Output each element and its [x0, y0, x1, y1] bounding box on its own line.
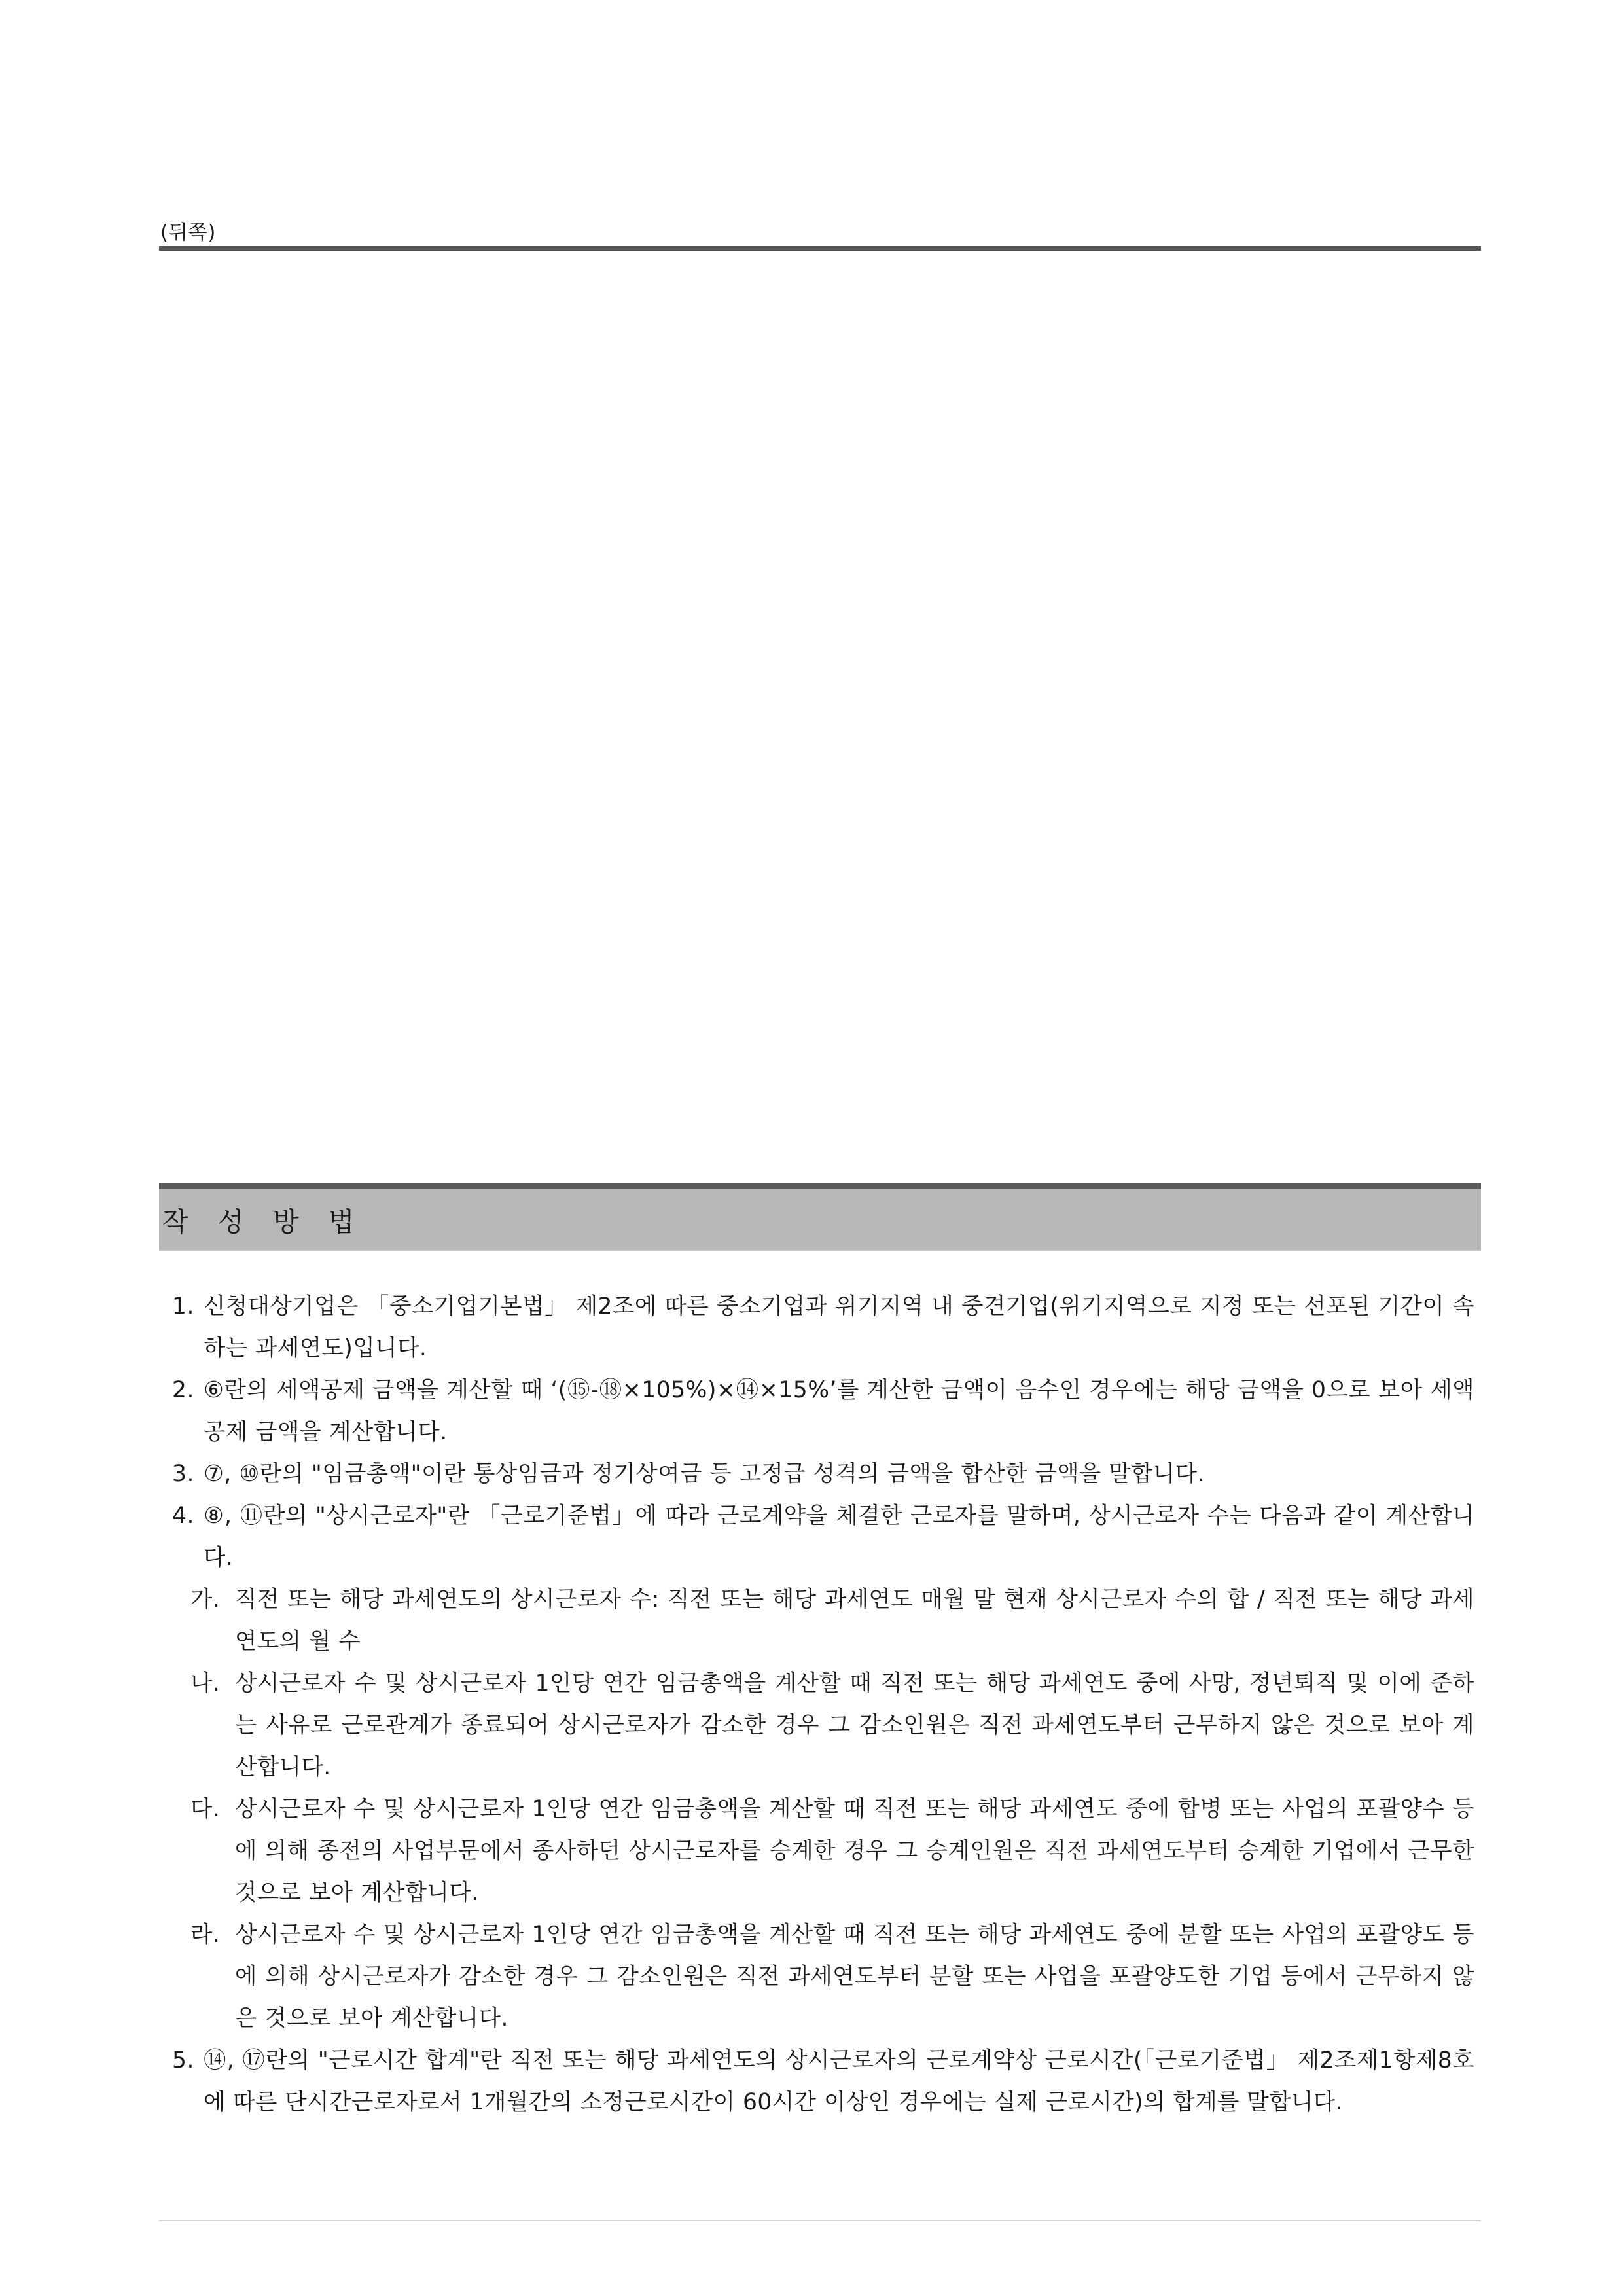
- item-text: 상시근로자 수 및 상시근로자 1인당 연간 임금총액을 계산할 때 직전 또는 해당 과세연도 중에 사망, 정년퇴직 및 이에 준하는 사유로 근로관계가 종료되어 상시근로자가 감소한 경우 그 감소인원은 직전 과세연도부터 근무하지 않은 것으로 보아 계산합니다.: [235, 1670, 1474, 1780]
- item-text: ⑭, ⑰란의 "근로시간 합계"란 직전 또는 해당 과세연도의 상시근로자의 근로계약상 근로시간(「근로기준법」 제2조제1항제8호에 따른 단시간근로자로서 1개월간의 소정근로시간이 60시간 이상인 경우에는 실제 근로시간)의 합계를 말합니다.: [204, 2047, 1474, 2115]
- instruction-item-2: [172, 1369, 1474, 1453]
- item-marker: 가.: [190, 1587, 221, 1613]
- item-text: ⑧, ⑪란의 "상시근로자"란 「근로기준법」에 따라 근로계약을 체결한 근로자를 말하며, 상시근로자 수는 다음과 같이 계산합니다.: [204, 1503, 1474, 1571]
- item-text: 신청대상기업은 「중소기업기본법」 제2조에 따른 중소기업과 위기지역 내 중견기업(위기지역으로 지정 또는 선포된 기간이 속하는 과세연도)입니다.: [204, 1293, 1474, 1361]
- instruction-item-4: [172, 1495, 1474, 1579]
- item-marker: 2.: [172, 1377, 194, 1403]
- item-marker: 1.: [172, 1293, 194, 1319]
- top-divider: [159, 246, 1481, 251]
- item-text: 상시근로자 수 및 상시근로자 1인당 연간 임금총액을 계산할 때 직전 또는 해당 과세연도 중에 합병 또는 사업의 포괄양수 등에 의해 종전의 사업부문에서 종사하던 상시근로자를 승계한 경우 그 승계인원은 직전 과세연도부터 승계한 기업에서 근무한 것으로 보아 계산합니다.: [235, 1796, 1475, 1906]
- instructions-section: [159, 1183, 1481, 2123]
- item-marker: 나.: [190, 1670, 221, 1696]
- instruction-subitem-da: [172, 1788, 1474, 1914]
- item-marker: 라.: [190, 1922, 221, 1948]
- item-text: ⑦, ⑩란의 "임금총액"이란 통상임금과 정기상여금 등 고정급 성격의 금액을 합산한 금액을 말합니다.: [204, 1461, 1205, 1487]
- instruction-subitem-na: [172, 1662, 1474, 1788]
- item-text: 직전 또는 해당 과세연도의 상시근로자 수: 직전 또는 해당 과세연도 매월 말 현재 상시근로자 수의 합 / 직전 또는 해당 과세연도의 월 수: [235, 1587, 1474, 1655]
- section-title: 작 성 방 법: [162, 1206, 365, 1238]
- item-marker: 3.: [172, 1461, 194, 1487]
- section-header: [159, 1183, 1481, 1251]
- instruction-subitem-ga: [172, 1579, 1474, 1662]
- instruction-item-5: [172, 2039, 1474, 2123]
- instruction-item-3: [172, 1453, 1474, 1495]
- item-marker: 5.: [172, 2047, 194, 2073]
- instruction-list: [159, 1285, 1481, 2123]
- item-marker: 4.: [172, 1503, 194, 1529]
- bottom-divider: [159, 2220, 1481, 2221]
- item-text: ⑥란의 세액공제 금액을 계산할 때 ‘(⑮-⑱×105%)×⑭×15%’를 계산한 금액이 음수인 경우에는 해당 금액을 0으로 보아 세액공제 금액을 계산합니다.: [204, 1377, 1474, 1445]
- item-marker: 다.: [190, 1796, 221, 1822]
- instruction-item-1: [172, 1285, 1474, 1369]
- item-text: 상시근로자 수 및 상시근로자 1인당 연간 임금총액을 계산할 때 직전 또는 해당 과세연도 중에 분할 또는 사업의 포괄양도 등에 의해 상시근로자가 감소한 경우 그 감소인원은 직전 과세연도부터 분할 또는 사업을 포괄양도한 기업 등에서 근무하지 않은 것으로 보아 계산합니다.: [235, 1922, 1474, 2032]
- page-side-label: (뒤쪽): [160, 221, 217, 244]
- instruction-subitem-ra: [172, 1914, 1474, 2039]
